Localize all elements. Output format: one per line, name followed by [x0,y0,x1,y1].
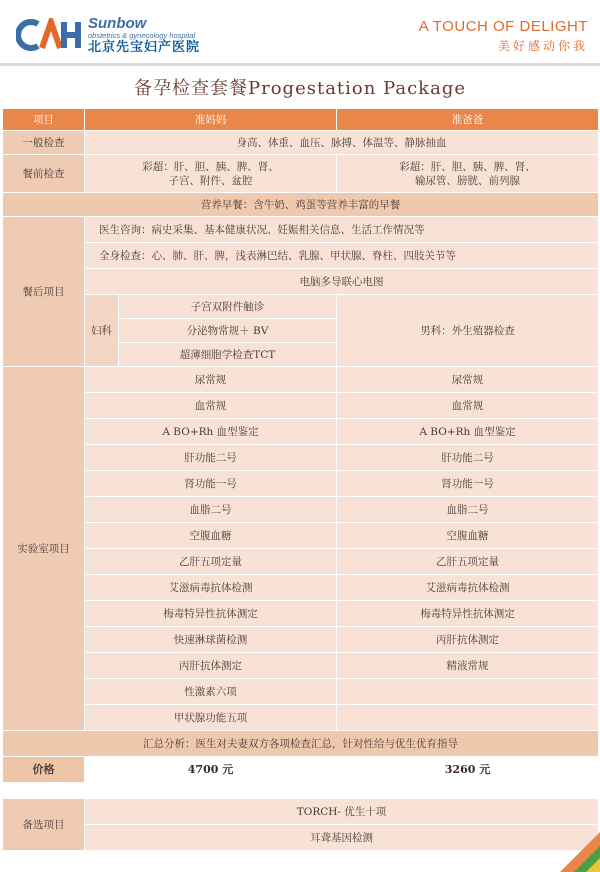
lab-father-item: 艾滋病毒抗体检测 [337,575,599,601]
gyn-item: 超薄细胞学检查TCT [119,343,337,367]
tagline [419,18,588,54]
header-item: 项目 [3,109,85,131]
physical-exam: 全身检查：心、肺、肝、脾，浅表淋巴结、乳腺、甲状腺、脊柱、四肢关节等 [85,243,599,269]
page-header [0,0,600,64]
gyn-item: 子宫双附件触诊 [119,295,337,319]
male-exam: 男科：外生殖器检查 [337,295,599,367]
lab-label: 实验室项目 [3,367,85,731]
price-father: 3260 元 [337,757,599,783]
lab-father-item: 血常规 [337,393,599,419]
lab-mother-item: 尿常规 [85,367,337,393]
lab-father-empty [337,705,599,731]
pre-meal-father [337,155,599,193]
breakfast-row: 营养早餐：含牛奶、鸡蛋等营养丰富的早餐 [3,193,599,217]
lab-father-item: 梅毒特异性抗体测定 [337,601,599,627]
doctor-consult: 医生咨询：病史采集、基本健康状况、妊娠相关信息、生活工作情况等 [85,217,599,243]
price-mother: 4700 元 [85,757,337,783]
lab-father-item: 精液常规 [337,653,599,679]
general-content: 身高、体重、血压、脉搏、体温等、静脉抽血 [85,131,599,155]
lab-mother-item: 血常规 [85,393,337,419]
lab-father-empty [337,679,599,705]
tagline-en: A TOUCH OF DELIGHT [418,18,588,35]
brand-name-en: Sunbow [88,15,147,32]
header-divider [0,63,600,66]
general-label: 一般检查 [3,131,85,155]
lab-father-item: 丙肝抗体测定 [337,627,599,653]
pre-meal-label: 餐前检查 [3,155,85,193]
gyn-item: 分泌物常规＋ BV [119,319,337,343]
hospital-logo-icon [16,18,86,52]
pre-meal-mother-line1: 彩超：肝、胆、胰、脾、肾、 [142,160,279,173]
post-meal-label: 餐后项目 [3,217,85,367]
page-title: 备孕检查套餐Progestation Package [134,78,466,99]
lab-mother-item: 肝功能二号 [85,445,337,471]
pre-meal-father-line1: 彩超：肝、胆、胰、脾、肾、 [399,160,536,173]
header-father: 准爸爸 [337,109,599,131]
package-table [2,108,599,851]
lab-mother-item: 血脂二号 [85,497,337,523]
lab-mother-item: 快速淋球菌检测 [85,627,337,653]
tagline-cn: 美好感动你我 [497,39,588,53]
gyn-label: 妇科 [85,295,119,367]
summary-row: 汇总分析：医生对夫妻双方各项检查汇总，针对性给与优生优育指导 [3,731,599,757]
lab-mother-item: 甲状腺功能五项 [85,705,337,731]
optional-item: TORCH- 优生十项 [85,799,599,825]
price-label: 价格 [3,757,85,783]
lab-mother-item: 空腹血糖 [85,523,337,549]
brand-subtitle: obstetrics & gynecology hospital [88,31,196,40]
optional-label: 备选项目 [3,799,85,851]
lab-mother-item: 肾功能一号 [85,471,337,497]
pre-meal-mother [85,155,337,193]
lab-mother-item: 艾滋病毒抗体检测 [85,575,337,601]
pre-meal-father-line2: 输尿管、膀胱、前列腺 [415,174,520,187]
lab-father-item: A BO+Rh 血型鉴定 [337,419,599,445]
corner-decoration-icon [540,832,600,872]
lab-mother-item: A BO+Rh 血型鉴定 [85,419,337,445]
lab-father-item: 肝功能二号 [337,445,599,471]
lab-mother-item: 梅毒特异性抗体测定 [85,601,337,627]
brand-block [88,16,200,56]
lab-mother-item: 丙肝抗体测定 [85,653,337,679]
pre-meal-mother-line2: 子宫、附件、盆腔 [168,174,253,187]
table-gap [3,783,599,799]
lab-father-item: 空腹血糖 [337,523,599,549]
ecg-exam: 电脑多导联心电图 [85,269,599,295]
lab-father-item: 乙肝五项定量 [337,549,599,575]
lab-father-item: 血脂二号 [337,497,599,523]
lab-father-item: 尿常规 [337,367,599,393]
optional-item: 耳聋基因检测 [85,825,599,851]
lab-father-item: 肾功能一号 [337,471,599,497]
lab-mother-item: 性激素六项 [85,679,337,705]
header-mother: 准妈妈 [85,109,337,131]
brand-name-cn: 北京先宝妇产医院 [88,40,201,55]
lab-mother-item: 乙肝五项定量 [85,549,337,575]
